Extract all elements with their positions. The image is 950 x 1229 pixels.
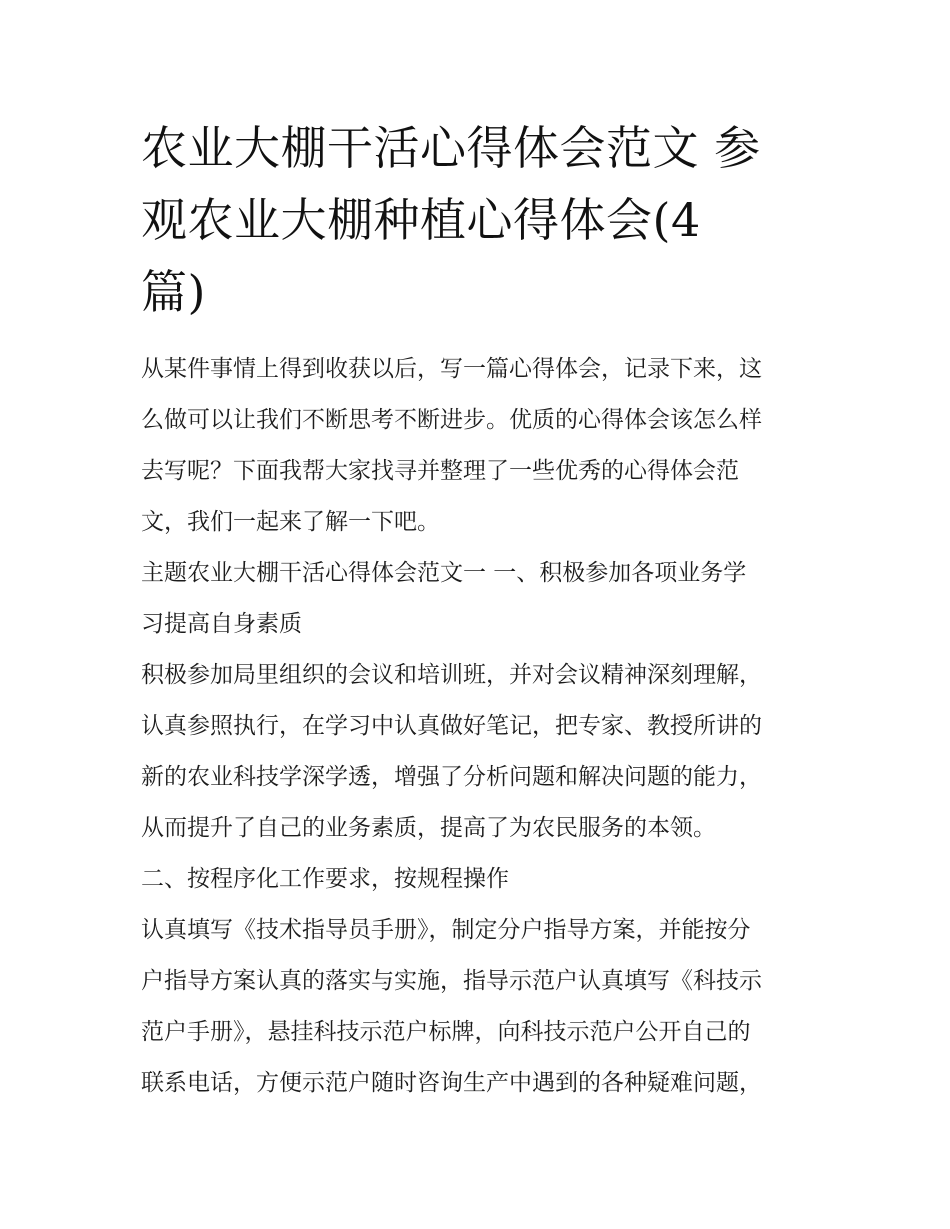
section-heading-2 [141,854,813,905]
text-line: 文，我们一起来了解一下吧。 [141,509,440,535]
text-line: 新的农业科技学深学透，增强了分析问题和解决问题的能力， [141,764,762,790]
text-line: 范户手册》，悬挂科技示范户标牌，向科技示范户公开自己的 [141,1019,751,1045]
text-line: 去写呢？下面我帮大家找寻并整理了一些优秀的心得体会范 [141,458,739,484]
text-line: 从某件事情上得到收获以后，写一篇心得体会，记录下来，这 [141,356,762,382]
document-content [141,112,813,1109]
text-line: 认真填写《技术指导员手册》，制定分户指导方案，并能按分 [141,917,751,943]
text-line: 主题农业大棚干活心得体会范文一 一、积极参加各项业务学 [141,560,747,586]
document-body [141,344,813,1109]
text-line: 户指导方案认真的落实与实施，指导示范户认真填写《科技示 [141,968,762,994]
section-heading-1 [141,548,813,650]
text-line: 么做可以让我们不断思考不断进步。优质的心得体会该怎么样 [141,407,762,433]
text-line: 从而提升了自己的业务素质，提高了为农民服务的本领。 [141,815,716,841]
intro-paragraph [141,344,813,548]
title-line: 农业大棚干活心得体会范文 参 [141,121,761,175]
title-line: 篇) [141,265,206,319]
text-line: 二、按程序化工作要求，按规程操作 [141,866,509,892]
title-line: 观农业大棚种植心得体会(4 [141,193,701,247]
text-line: 积极参加局里组织的会议和培训班，并对会议精神深刻理解， [141,662,762,688]
text-line: 联系电话，方便示范户随时咨询生产中遇到的各种疑难问题， [141,1070,762,1096]
section-1-paragraph [141,650,813,854]
section-2-paragraph [141,905,813,1109]
document-title [141,112,813,328]
text-line: 习提高自身素质 [141,611,302,637]
text-line: 认真参照执行，在学习中认真做好笔记，把专家、教授所讲的 [141,713,762,739]
